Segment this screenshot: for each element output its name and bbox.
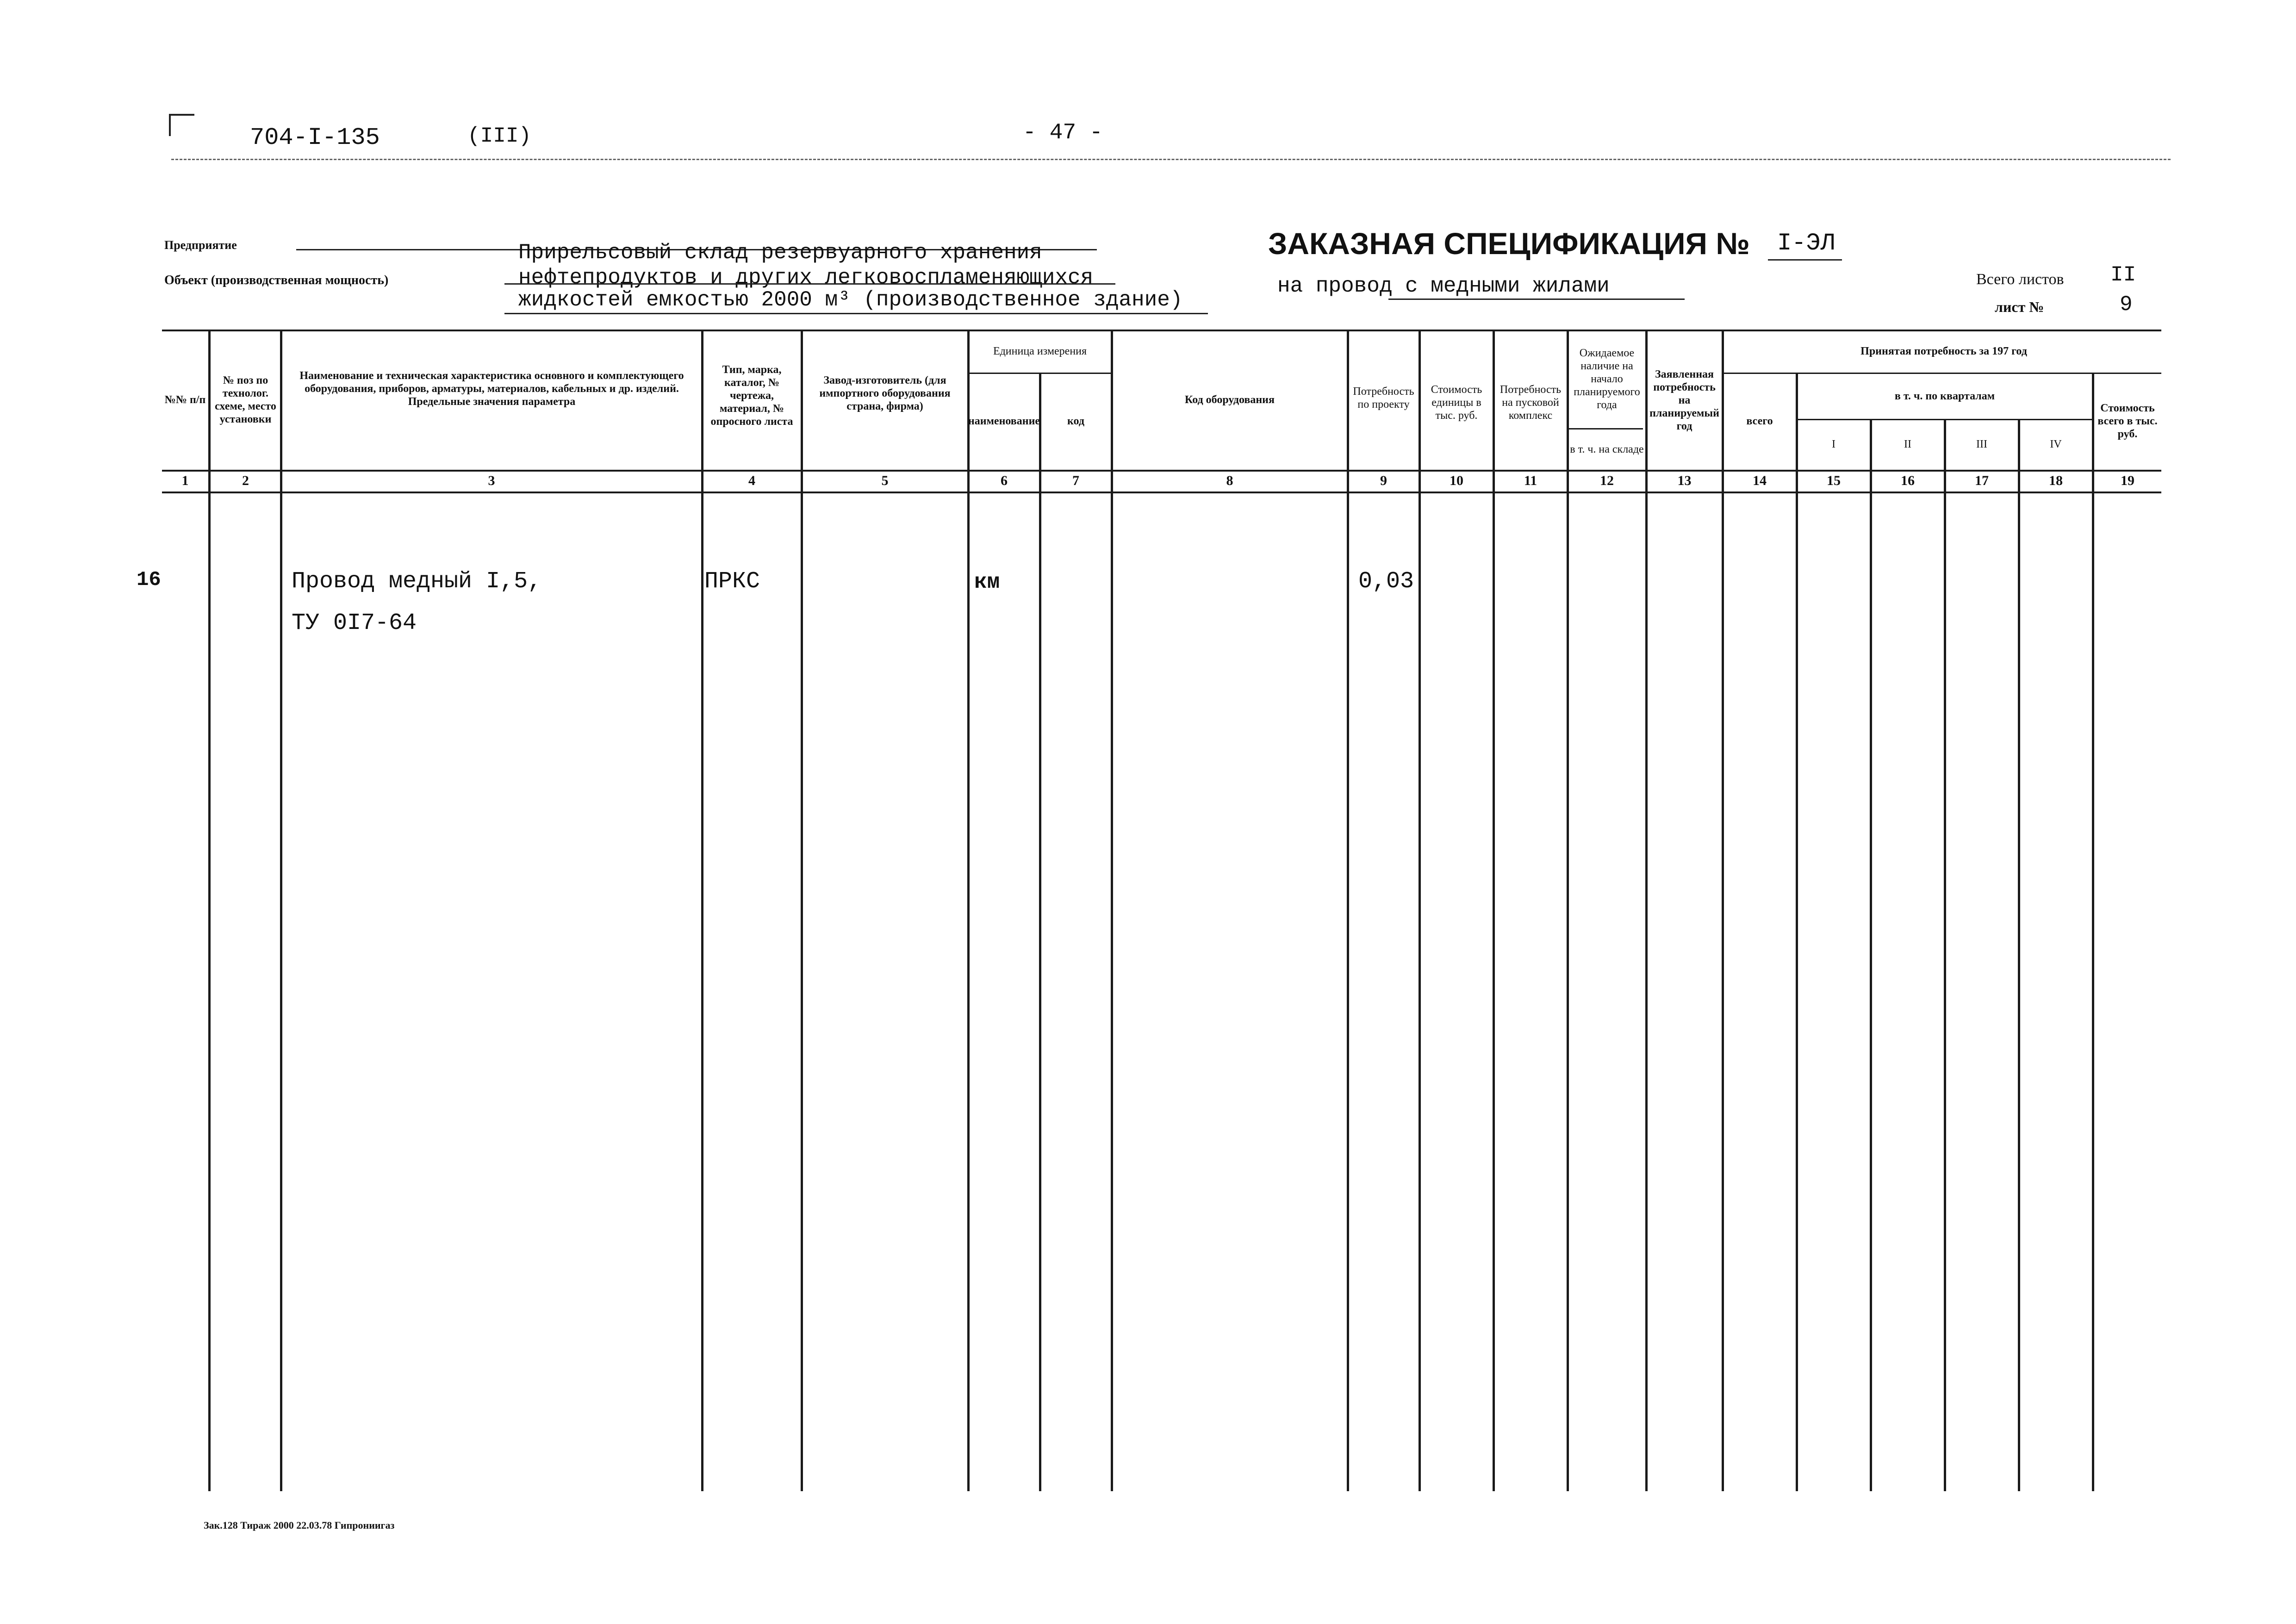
colnum-8: 8 bbox=[1226, 473, 1233, 488]
spec-title: ЗАКАЗНАЯ СПЕЦИФИКАЦИЯ № bbox=[1268, 226, 1750, 261]
header-col-8: Код оборудования bbox=[1184, 394, 1275, 406]
colnum-6: 6 bbox=[1001, 473, 1008, 488]
object-underline-1 bbox=[504, 283, 1115, 285]
row-number: 16 bbox=[137, 568, 161, 591]
corner-mark-horizontal bbox=[169, 114, 194, 116]
stock-divider bbox=[1569, 428, 1643, 429]
colnum-15: 15 bbox=[1827, 473, 1841, 488]
col-divider-7 bbox=[1111, 330, 1113, 1491]
colnum-13: 13 bbox=[1677, 473, 1692, 488]
header-col-6: наименование bbox=[968, 415, 1040, 427]
sheet-label: лист № bbox=[1995, 299, 2044, 315]
row-name-line-2: ТУ 0I7-64 bbox=[292, 610, 417, 636]
page-number: - 47 - bbox=[1023, 120, 1103, 145]
header-col-18: IV bbox=[2050, 438, 2062, 450]
col-divider-11 bbox=[1567, 330, 1569, 1491]
colnum-3: 3 bbox=[488, 473, 495, 488]
header-bottom-border bbox=[162, 470, 2161, 472]
header-col-3: Наименование и техническая характеристика основного и комплектующего оборудования, приборов, арматуры, материалов, кабельных и др. изделий. Предельные значения параметра bbox=[299, 370, 684, 408]
header-col-12-stock: в т. ч. на складе bbox=[1570, 443, 1644, 455]
col-divider-15 bbox=[1870, 419, 1872, 1491]
header-col-17: III bbox=[1976, 438, 1987, 450]
colnum-5: 5 bbox=[881, 473, 889, 488]
total-sheets-value: II bbox=[2110, 263, 2136, 287]
header-rule bbox=[171, 159, 2171, 160]
col-divider-4 bbox=[801, 330, 803, 1491]
header-col-16: II bbox=[1904, 438, 1911, 450]
col-divider-8 bbox=[1347, 330, 1349, 1491]
colnum-17: 17 bbox=[1975, 473, 1989, 488]
col-divider-18 bbox=[2092, 373, 2094, 1491]
header-col-5: Завод-изготовитель (для импортного оборудования страна, фирма) bbox=[819, 374, 951, 412]
colnum-19: 19 bbox=[2121, 473, 2134, 488]
colnum-bottom-border bbox=[162, 492, 2161, 493]
header-col-4: Тип, марка, каталог, № чертежа, материал, № опросного листа bbox=[710, 364, 793, 428]
object-label: Объект (производственная мощность) bbox=[164, 273, 389, 287]
volume-label: (III) bbox=[467, 124, 532, 148]
colnum-10: 10 bbox=[1450, 473, 1463, 488]
object-underline-2 bbox=[504, 313, 1208, 314]
col-divider-6 bbox=[1039, 373, 1041, 1491]
accepted-group-divider bbox=[1722, 373, 2161, 374]
header-col-14: всего bbox=[1746, 415, 1773, 427]
row-unit: км bbox=[974, 570, 1000, 594]
row-need: 0,03 bbox=[1358, 568, 1414, 595]
row-name-line-1: Провод медный I,5, bbox=[292, 568, 542, 595]
colnum-9: 9 bbox=[1380, 473, 1387, 488]
header-col-13: Заявленная потребность на планируемый год bbox=[1649, 368, 1719, 432]
colnum-2: 2 bbox=[242, 473, 249, 488]
header-col-1: №№ п/п bbox=[164, 394, 206, 406]
colnum-14: 14 bbox=[1753, 473, 1767, 488]
sheet-value: 9 bbox=[2120, 292, 2133, 317]
print-note: Зак.128 Тираж 2000 22.03.78 Гипрониигаз bbox=[204, 1519, 395, 1531]
colnum-16: 16 bbox=[1901, 473, 1915, 488]
spec-subject-underline bbox=[1388, 299, 1685, 300]
header-unit-group: Единица измерения bbox=[993, 345, 1087, 357]
header-col-11: Потребность на пусковой комплекс bbox=[1500, 384, 1562, 422]
col-divider-14 bbox=[1796, 373, 1798, 1491]
object-line-3: жидкостей емкостью 2000 м³ (производственное здание) bbox=[518, 288, 1183, 312]
header-col-7: код bbox=[1067, 415, 1084, 427]
header-col-15: I bbox=[1832, 438, 1836, 450]
spec-subject: на провод с медными жилами bbox=[1277, 274, 1610, 298]
header-quarters-group: в т. ч. по кварталам bbox=[1894, 390, 1995, 402]
spec-number-underline bbox=[1768, 259, 1842, 261]
doc-code: 704-I-135 bbox=[250, 124, 380, 151]
colnum-1: 1 bbox=[181, 473, 189, 488]
corner-mark-vertical bbox=[169, 114, 171, 136]
row-type: ПРКС bbox=[704, 568, 760, 595]
col-divider-5 bbox=[967, 330, 970, 1491]
col-divider-16 bbox=[1944, 419, 1946, 1491]
spec-number: I-ЭЛ bbox=[1777, 230, 1835, 257]
col-divider-13 bbox=[1722, 330, 1724, 1491]
colnum-4: 4 bbox=[748, 473, 755, 488]
header-col-9: Потребность по проекту bbox=[1353, 386, 1414, 411]
object-line-2: нефтепродуктов и других легковоспламеняющихся bbox=[518, 266, 1094, 290]
colnum-18: 18 bbox=[2049, 473, 2063, 488]
colnum-12: 12 bbox=[1600, 473, 1614, 488]
total-sheets-label: Всего листов bbox=[1976, 271, 2064, 288]
object-line-1: Прирельсовый склад резервуарного хранения bbox=[518, 241, 1042, 265]
header-col-12: Ожидаемое наличие на начало планируемого года bbox=[1574, 347, 1640, 411]
col-divider-3 bbox=[701, 330, 703, 1491]
header-col-19: Стоимость всего в тыс. руб. bbox=[2097, 402, 2158, 440]
header-col-10: Стоимость единицы в тыс. руб. bbox=[1431, 384, 1482, 422]
col-divider-2 bbox=[280, 330, 282, 1491]
col-divider-12 bbox=[1645, 330, 1648, 1491]
header-col-2: № поз по технолог. схеме, место установки bbox=[215, 374, 276, 425]
colnum-11: 11 bbox=[1524, 473, 1537, 488]
col-divider-17 bbox=[2018, 419, 2020, 1491]
col-divider-1 bbox=[208, 330, 211, 1491]
col-divider-10 bbox=[1493, 330, 1495, 1491]
header-accepted-group: Принятая потребность за 197 год bbox=[1860, 345, 2027, 357]
colnum-7: 7 bbox=[1072, 473, 1079, 488]
enterprise-label: Предприятие bbox=[164, 238, 237, 252]
col-divider-9 bbox=[1419, 330, 1421, 1491]
